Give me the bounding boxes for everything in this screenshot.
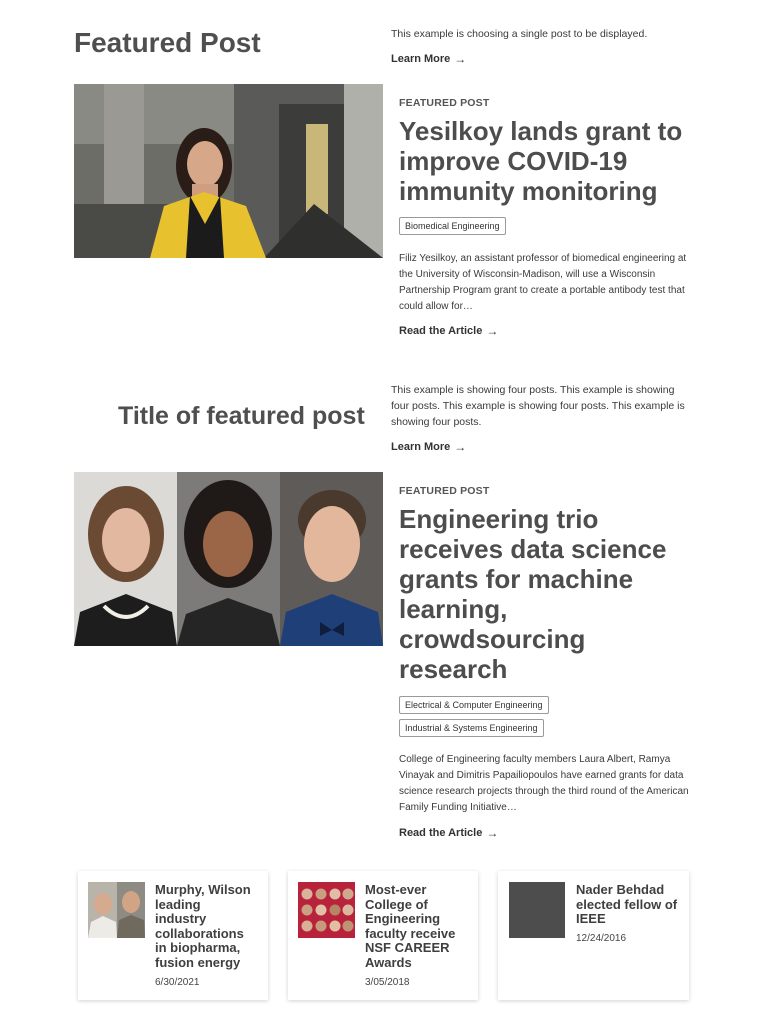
arrow-right-icon: → [486,324,499,338]
news-card-2[interactable] [288,871,478,1000]
read-article-label: Read the Article [399,325,483,337]
post2-tag-ece[interactable]: Electrical & Computer Engineering [399,696,549,714]
post1-read-article-link[interactable] [399,324,498,338]
card3-date: 12/24/2016 [576,933,627,944]
card1-thumbnail [88,882,145,938]
arrow-right-icon: → [454,440,467,454]
post2-tag-ise[interactable]: Industrial & Systems Engineering [399,719,544,737]
post1-title[interactable]: Yesilkoy lands grant to improve COVID-19 immunity monitoring [399,116,683,206]
post1-excerpt: Filiz Yesilkoy, an assistant professor of biomedical engineering at the University of Wisconsin-Madison, will use a Wisconsin Partnership Program grant to create a portable antibody test that could allow for… [399,253,687,312]
arrow-right-icon: → [454,52,467,66]
card2-thumbnail [298,882,355,938]
arrow-right-icon: → [486,826,499,840]
news-card-3[interactable] [498,871,689,1000]
section1-intro: This example is choosing a single post to be displayed. [391,28,648,40]
card2-title[interactable]: Most-ever College of Engineering faculty receive NSF CAREER Awards [365,882,456,970]
card1-title[interactable]: Murphy, Wilson leading industry collaborations in biopharma, fusion energy [155,882,251,970]
card3-thumbnail-placeholder [509,882,565,938]
section2-heading: Title of featured post [118,402,365,430]
section1-learn-more-link[interactable] [391,52,466,66]
card1-date: 6/30/2021 [155,977,200,988]
post1-kicker: FEATURED POST [399,97,490,109]
post1-tag[interactable]: Biomedical Engineering [399,217,506,235]
learn-more-label: Learn More [391,53,451,65]
section2-intro: This example is showing four posts. This example is showing four posts. This example is showing four posts. This example is showing four posts. [391,384,685,428]
card2-date: 3/05/2018 [365,977,410,988]
section2-learn-more-link[interactable] [391,440,466,454]
post2-kicker: FEATURED POST [399,485,490,497]
featured-photo-yesilkoy[interactable] [74,84,383,258]
learn-more-label: Learn More [391,441,451,453]
section1-heading: Featured Post [74,27,261,58]
news-card-1[interactable] [78,871,268,1000]
featured-photo-engineering-trio[interactable] [74,472,383,646]
card3-title[interactable]: Nader Behdad elected fellow of IEEE [576,882,678,927]
post2-read-article-link[interactable] [399,826,498,840]
post2-excerpt: College of Engineering faculty members Laura Albert, Ramya Vinayak and Dimitris Papailiopoulos have earned grants for data science research projects through the third round of the American Family Funding Initiative… [399,754,689,813]
read-article-label: Read the Article [399,827,483,839]
post2-title[interactable]: Engineering trio receives data science grants for machine learning, crowdsourcing research [399,504,667,684]
